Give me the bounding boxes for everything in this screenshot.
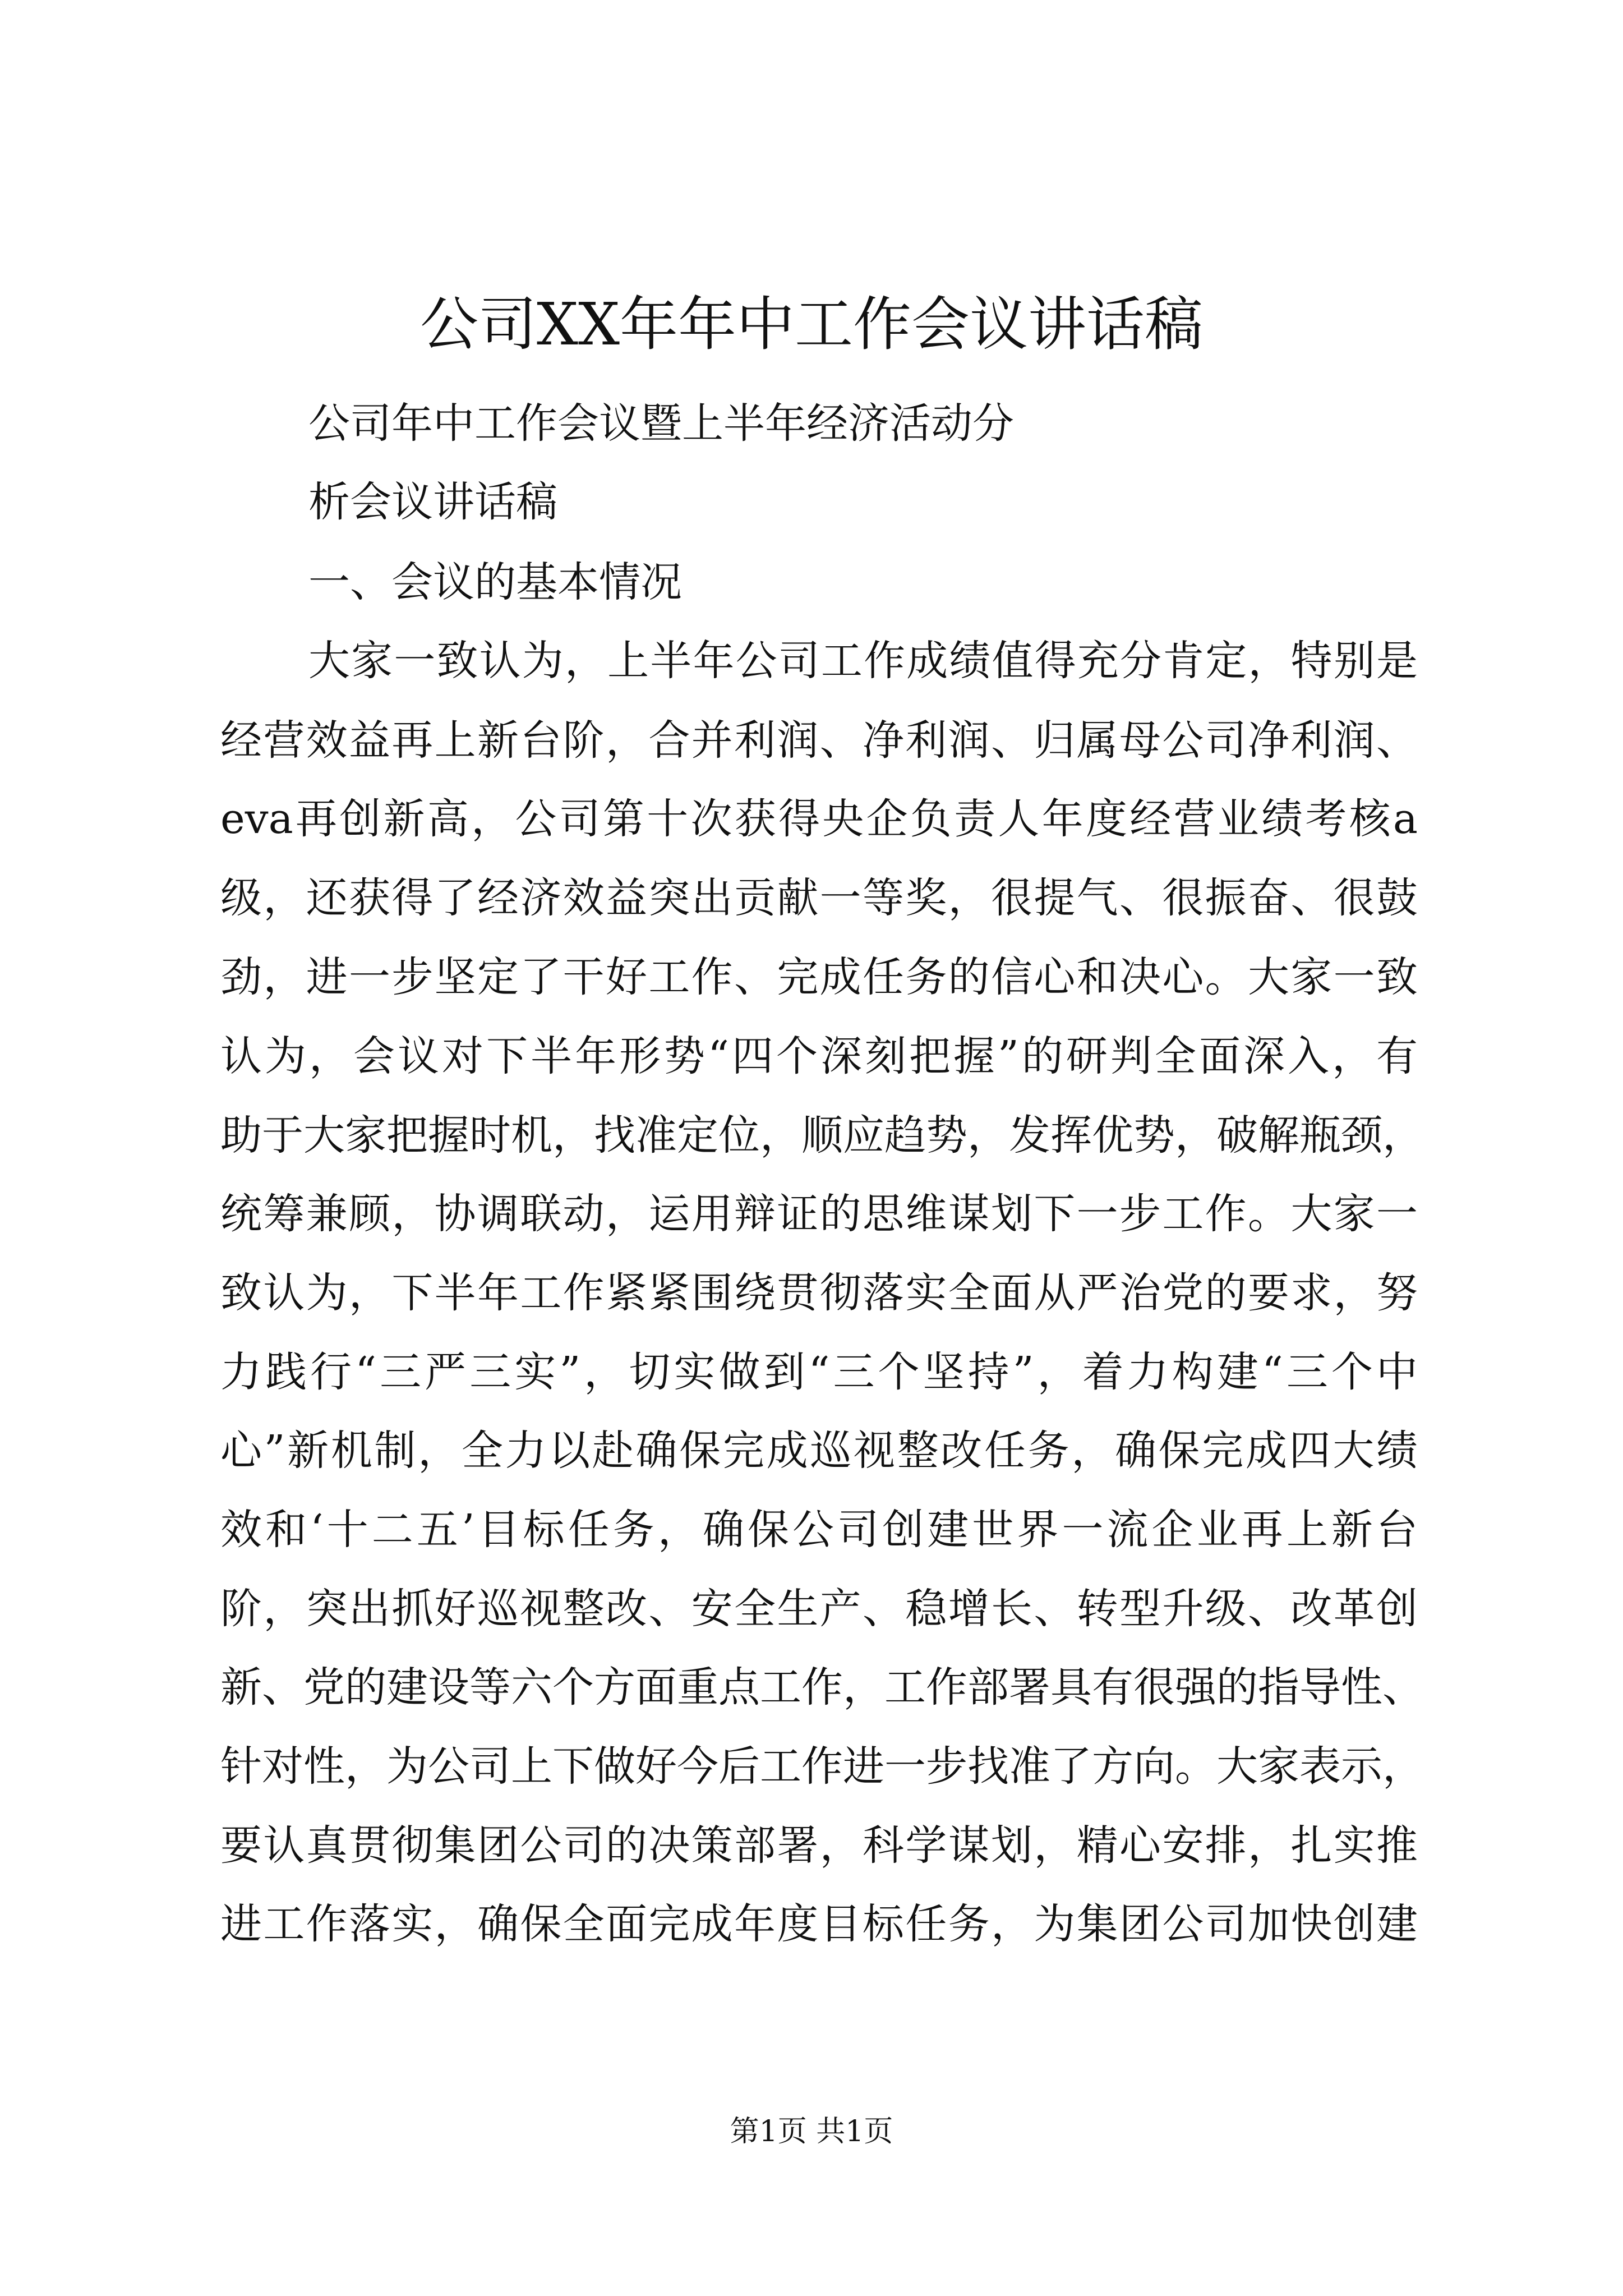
paragraph-line: 进工作落实，确保全面完成年度目标任务，为集团公司加快创建 <box>220 1900 1418 1948</box>
paragraph-line: 认为，会议对下半年形势“四个深刻把握”的研判全面深入，有 <box>220 1032 1418 1080</box>
paragraph-line: 级，还获得了经济效益突出贡献一等奖，很提气、很振奋、很鼓 <box>220 874 1418 922</box>
paragraph-line: 劲，进一步坚定了干好工作、完成任务的信心和决心。大家一致 <box>220 953 1418 1001</box>
subtitle-line-1: 公司年中工作会议暨上半年经济活动分 <box>308 399 1014 448</box>
paragraph-line: 新、党的建设等六个方面重点工作，工作部署具有很强的指导性、 <box>220 1663 1424 1711</box>
paragraph-line: 针对性，为公司上下做好今后工作进一步找准了方向。大家表示， <box>220 1742 1424 1791</box>
paragraph-line: eva再创新高，公司第十次获得央企负责人年度经营业绩考核a <box>220 795 1418 843</box>
subtitle-line-2: 析会议讲话稿 <box>308 478 557 526</box>
paragraph-line: 心”新机制，全力以赴确保完成巡视整改任务，确保完成四大绩 <box>220 1427 1418 1475</box>
paragraph-line: 统筹兼顾，协调联动，运用辩证的思维谋划下一步工作。大家一 <box>220 1190 1418 1238</box>
paragraph-line: 效和‘十二五’目标任务，确保公司创建世界一流企业再上新台 <box>220 1506 1418 1554</box>
paragraph-line: 助于大家把握时机，找准定位，顺应趋势，发挥优势，破解瓶颈， <box>220 1111 1424 1159</box>
page-footer: 第1页 共1页 <box>730 2115 893 2148</box>
paragraph-line: 经营效益再上新台阶，合并利润、净利润、归属母公司净利润、 <box>220 716 1418 765</box>
document-title: 公司XX年年中工作会议讲话稿 <box>419 290 1204 358</box>
paragraph-line: 致认为，下半年工作紧紧围绕贯彻落实全面从严治党的要求，努 <box>220 1269 1418 1317</box>
section-heading: 一、会议的基本情况 <box>308 558 682 606</box>
paragraph-line: 阶，突出抓好巡视整改、安全生产、稳增长、转型升级、改革创 <box>220 1585 1418 1633</box>
paragraph-line: 大家一致认为，上半年公司工作成绩值得充分肯定，特别是 <box>308 637 1418 685</box>
paragraph-line: 要认真贯彻集团公司的决策部署，科学谋划，精心安排，扎实推 <box>220 1821 1418 1870</box>
paragraph-line: 力践行“三严三实”，切实做到“三个坚持”，着力构建“三个中 <box>220 1348 1418 1396</box>
